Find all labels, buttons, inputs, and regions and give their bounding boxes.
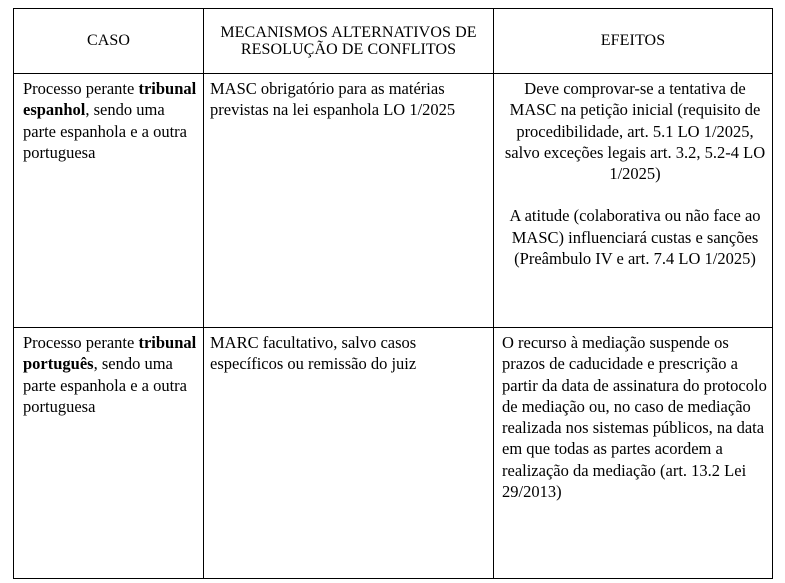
efeitos-paragraph: Deve comprovar-se a tentativa de MASC na petição inicial (requisito de procedibilidade, art. 5.1 LO 1/2025, salvo exceções legais art. 3.2, 5.2-4 LO 1/2025) bbox=[504, 79, 766, 184]
efeitos-paragraph: O recurso à mediação suspende os prazos de caducidade e prescrição a partir da data de assinatura do protocolo de mediação ou, no caso de mediação realizada nos sistemas públicos, na data em que todas as partes acordem a realização da mediação (art. 13.2 Lei 29/2013) bbox=[502, 333, 767, 502]
efeitos-paragraph: A atitude (colaborativa ou não face ao MASC) influenciará custas e sanções (Preâmbulo IV e art. 7.4 LO 1/2025) bbox=[509, 206, 761, 269]
header-mecanismos-label: MECANISMOS ALTERNATIVOS DE RESOLUÇÃO DE CONFLITOS bbox=[220, 23, 477, 58]
table-row bbox=[14, 74, 773, 328]
caso-tribunal: tribunal português bbox=[23, 333, 197, 374]
caso-prefix: Processo perante bbox=[23, 79, 135, 98]
mecanismo-cell bbox=[204, 328, 494, 579]
mecanismo-text: MASC obrigatório para as matérias previstas na lei espanhola LO 1/2025 bbox=[210, 79, 456, 120]
header-caso-label: CASO bbox=[86, 32, 131, 50]
caso-suffix: , sendo uma parte espanhola e a outra portuguesa bbox=[23, 100, 188, 162]
comparison-table bbox=[13, 8, 773, 579]
caso-prefix: Processo perante bbox=[23, 333, 135, 352]
efeitos-cell bbox=[494, 74, 773, 328]
paragraph-gap bbox=[502, 184, 768, 205]
table-row bbox=[14, 328, 773, 579]
header-caso bbox=[14, 9, 204, 74]
header-efeitos-label: EFEITOS bbox=[600, 32, 666, 50]
caso-cell bbox=[14, 74, 204, 328]
caso-cell bbox=[14, 328, 204, 579]
caso-suffix: , sendo uma parte espanhola e a outra portuguesa bbox=[23, 354, 188, 416]
efeitos-cell bbox=[494, 328, 773, 579]
caso-tribunal: tribunal espanhol bbox=[23, 79, 197, 120]
header-efeitos bbox=[494, 9, 773, 74]
header-row bbox=[14, 9, 773, 74]
mecanismo-text: MARC facultativo, salvo casos específicos ou remissão do juiz bbox=[210, 333, 417, 374]
mecanismo-cell bbox=[204, 74, 494, 328]
header-mecanismos bbox=[204, 9, 494, 74]
